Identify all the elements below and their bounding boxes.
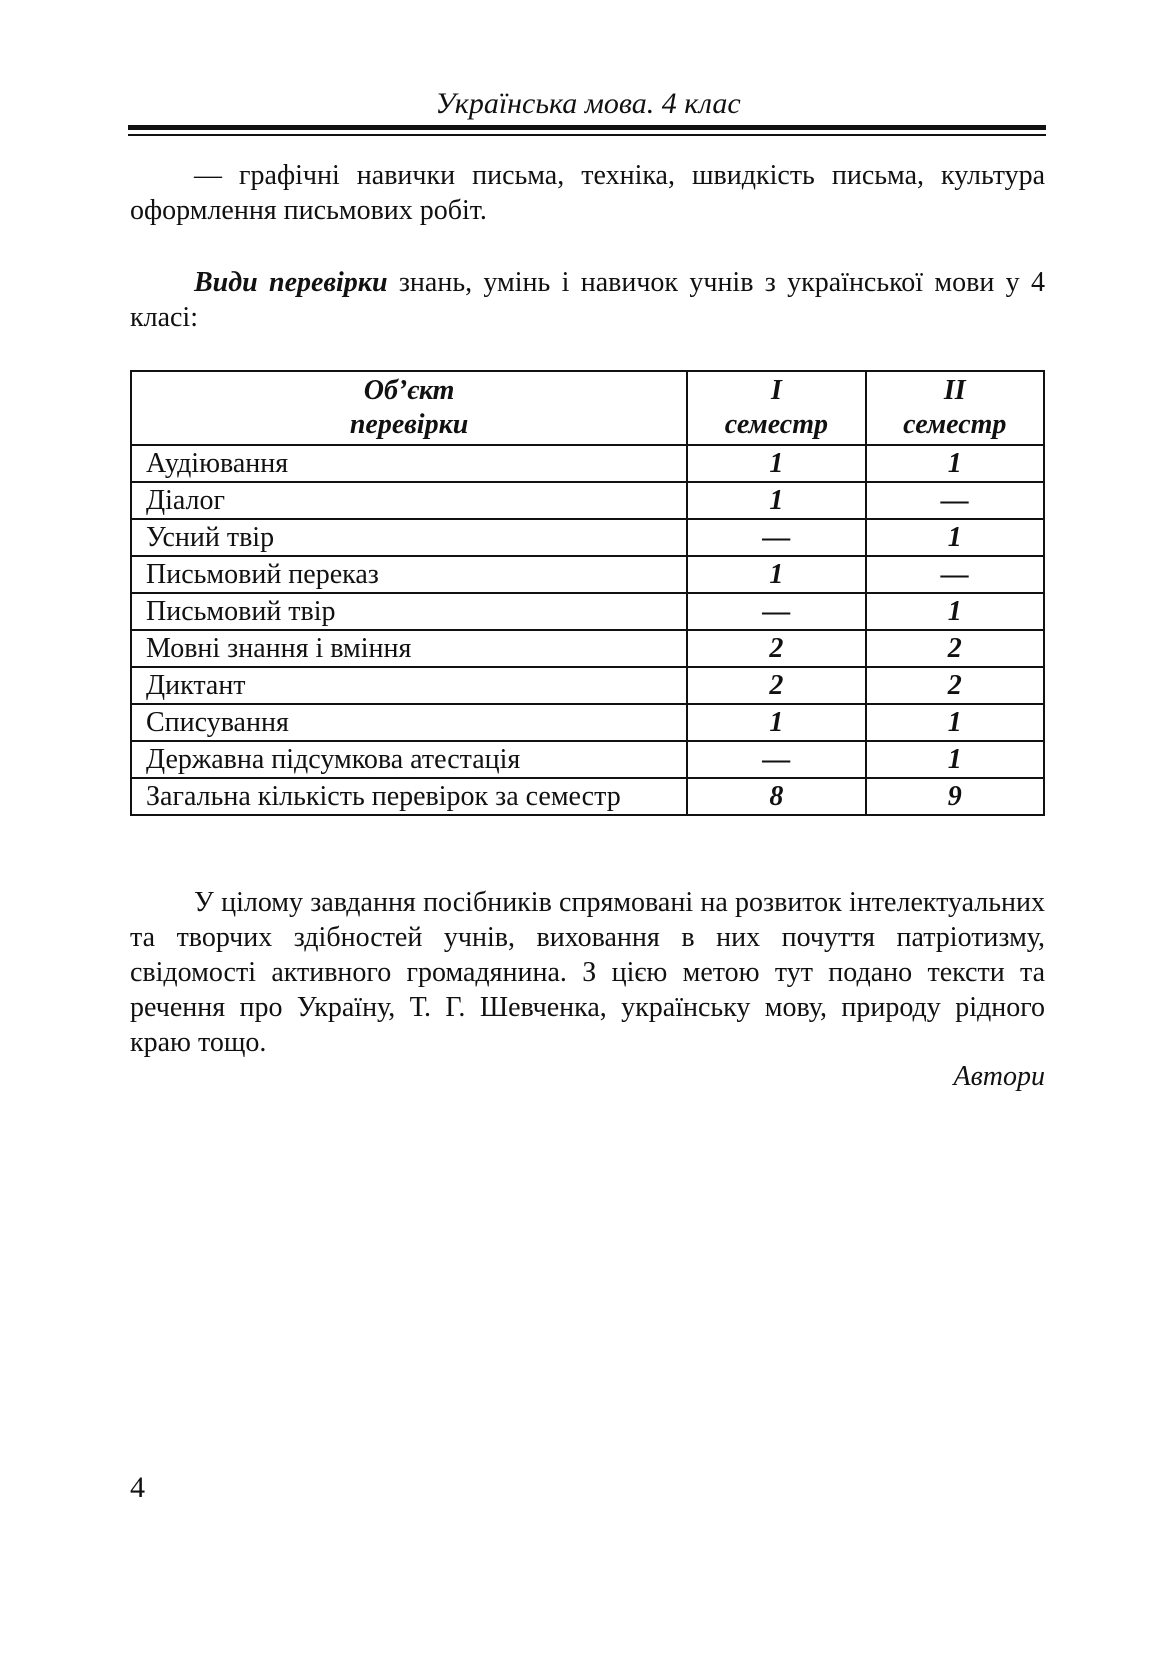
row-sem2: 1	[866, 593, 1044, 630]
table-row	[131, 556, 1044, 593]
row-sem2: 2	[866, 667, 1044, 704]
table-row	[131, 519, 1044, 556]
header-object-line2: перевірки	[349, 409, 469, 440]
row-sem1: 8	[687, 778, 865, 815]
row-sem2: —	[866, 556, 1044, 593]
header-sem1-line2: семестр	[724, 409, 829, 440]
row-sem1: 2	[687, 630, 865, 667]
header-rule-thin	[128, 134, 1046, 136]
row-object: Диктант	[131, 667, 687, 704]
intro-paragraph: — графічні навички письма, техніка, швидкість письма, культура оформлення письмових робіт.	[130, 160, 1045, 226]
table-row	[131, 593, 1044, 630]
running-header-title: Українська мова. 4 клас	[435, 87, 741, 120]
row-sem1: 2	[687, 667, 865, 704]
header-semester-2	[866, 371, 1044, 445]
checks-table	[130, 370, 1045, 816]
row-sem1: —	[687, 519, 865, 556]
row-sem2: 1	[866, 704, 1044, 741]
row-sem1: 1	[687, 556, 865, 593]
authors-signature: Автори	[953, 1061, 1045, 1092]
checks-paragraph-text: знань, умінь і навичок учнів з української мови у 4 класі:	[130, 267, 1045, 333]
row-object: Діалог	[131, 482, 687, 519]
checks-table-header-row	[131, 371, 1044, 445]
row-object: Державна підсумкова атестація	[131, 741, 687, 778]
table-row-total	[131, 778, 1044, 815]
header-object-line1: Об’єкт	[363, 375, 455, 406]
row-object: Письмовий твір	[131, 593, 687, 630]
table-row	[131, 445, 1044, 482]
row-sem2: 9	[866, 778, 1044, 815]
header-rule-thick	[128, 125, 1046, 130]
table-row	[131, 630, 1044, 667]
row-object: Усний твір	[131, 519, 687, 556]
table-row	[131, 482, 1044, 519]
checks-paragraph	[130, 265, 1045, 335]
row-sem2: 1	[866, 741, 1044, 778]
row-sem2: —	[866, 482, 1044, 519]
header-semester-1	[687, 371, 865, 445]
row-sem1: 1	[687, 445, 865, 482]
row-object: Загальна кількість перевірок за семестр	[131, 778, 687, 815]
header-sem2-line1: ІІ	[943, 375, 966, 406]
table-row	[131, 704, 1044, 741]
row-sem1: —	[687, 741, 865, 778]
table-row	[131, 667, 1044, 704]
conclusion-paragraph: У цілому завдання посібників спрямовані на розвиток інтелектуальних та творчих здібностей учнів, виховання в них почуття патріотизму, свідомості активного громадянина. З цією метою тут подано тексти та речення про Україну, Т. Г. Шевченка, українську мову, природу рідного краю тощо.	[130, 887, 1045, 1058]
row-sem1: 1	[687, 482, 865, 519]
row-object: Списування	[131, 704, 687, 741]
page-number: 4	[130, 1471, 145, 1504]
table-row	[131, 741, 1044, 778]
row-object: Аудіювання	[131, 445, 687, 482]
row-object: Письмовий переказ	[131, 556, 687, 593]
row-sem1: 1	[687, 704, 865, 741]
row-sem2: 1	[866, 445, 1044, 482]
checks-paragraph-emphasis: Види перевірки	[194, 267, 388, 298]
row-sem1: —	[687, 593, 865, 630]
header-sem2-line2: семестр	[903, 409, 1007, 440]
row-sem2: 1	[866, 519, 1044, 556]
row-object: Мовні знання і вміння	[131, 630, 687, 667]
header-object	[131, 371, 687, 445]
row-sem2: 2	[866, 630, 1044, 667]
header-sem1-line1: І	[770, 375, 782, 406]
